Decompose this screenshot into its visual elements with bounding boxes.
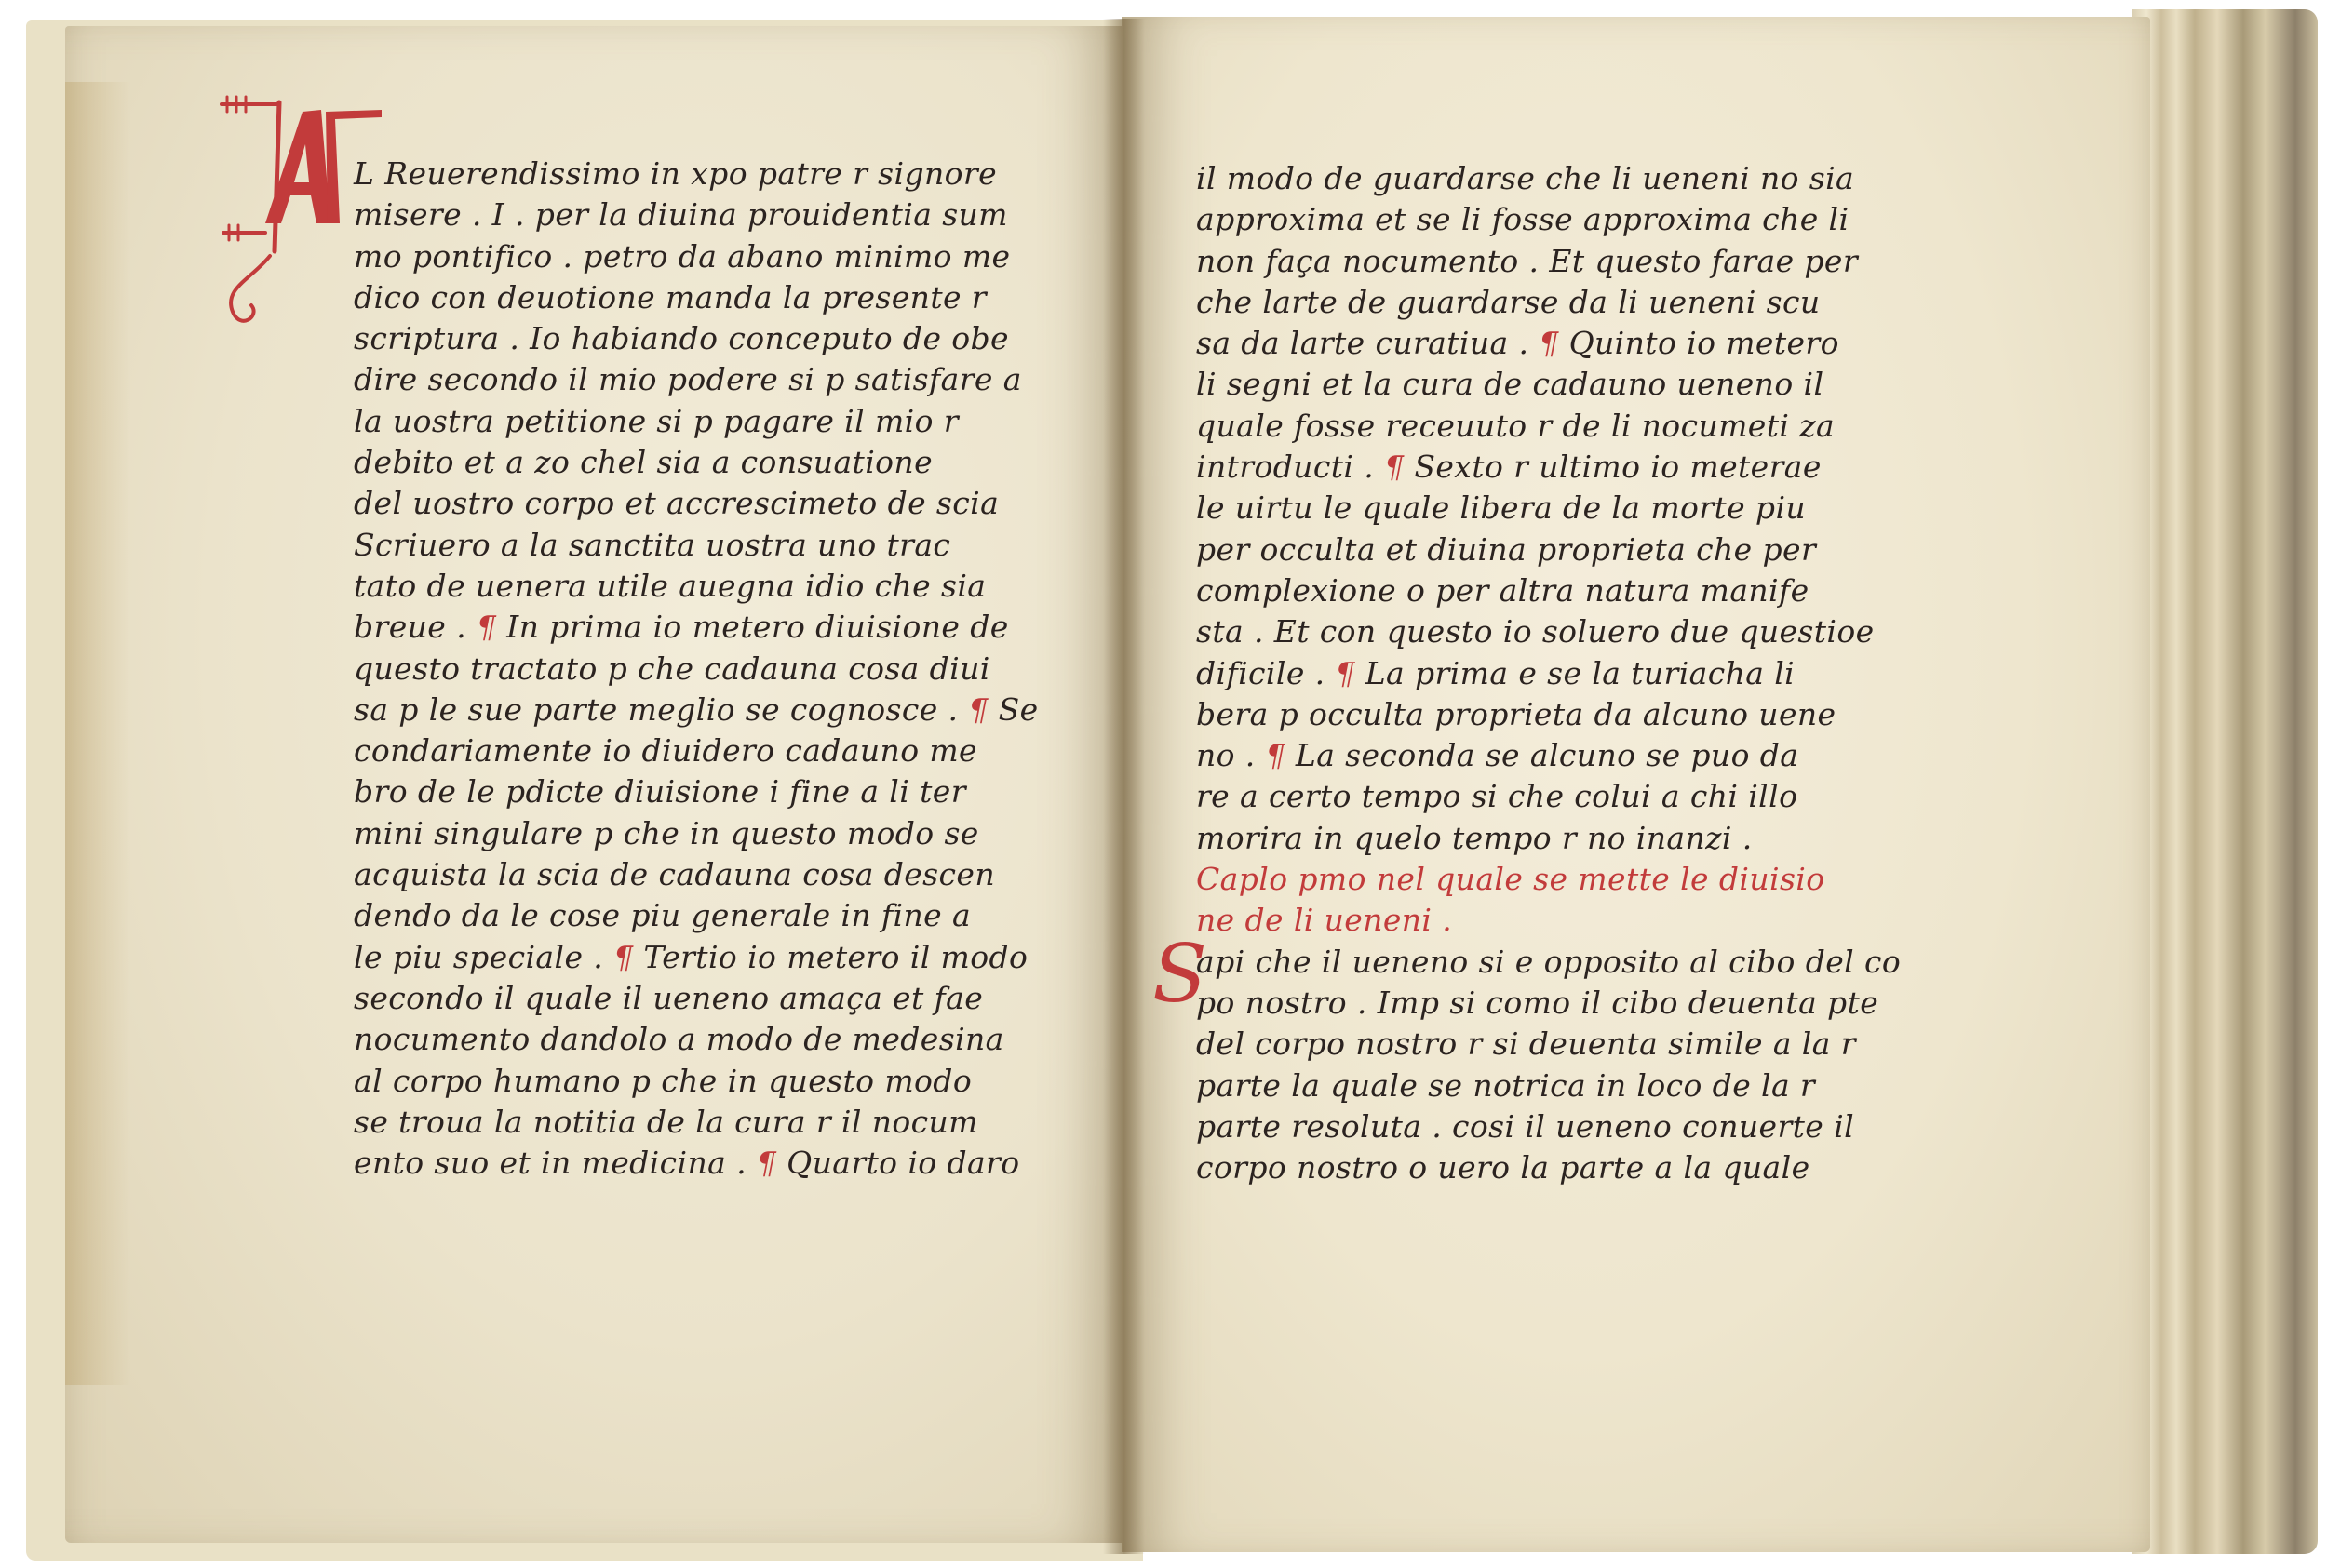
text-line: che larte de guardarse da li ueneni scu <box>1196 283 1821 320</box>
text-line: misere . I . per la diuina prouidentia sum <box>354 196 1008 234</box>
text-line: dendo da le cose piu generale in fine a <box>354 897 972 934</box>
text-line: ento suo et in medicina . ¶ Quarto io daro <box>354 1145 1020 1182</box>
text-line: se troua la notitia de la cura r il nocum <box>354 1103 978 1140</box>
text-line: sta . Et con questo io soluero due questioe <box>1196 613 1875 650</box>
text-line: dificile . ¶ La prima e se la turiacha li <box>1196 654 1796 691</box>
left-page-text <box>354 154 1080 1184</box>
text-line: parte la quale se notrica in loco de la r <box>1196 1066 1816 1104</box>
text-line: del uostro corpo et accrescimeto de scia <box>354 485 1000 522</box>
pilcrow-mark: ¶ <box>476 609 497 646</box>
text-line: questo tractato p che cadauna cosa diui <box>354 650 990 687</box>
text-line: Scriuero a la sanctita uostra uno trac <box>354 526 951 563</box>
text-line: le uirtu le quale libera de la morte piu <box>1196 489 1807 527</box>
text-line: sa p le sue parte meglio se cognosce . ¶ Se <box>354 690 1039 728</box>
text-line: introducti . ¶ Sexto r ultimo io meterae <box>1196 449 1822 486</box>
text-line: bera p occulta proprieta da alcuno uene <box>1196 695 1836 732</box>
text-line: acquista la scia de cadauna cosa descen <box>354 856 995 893</box>
pilcrow-mark: ¶ <box>968 690 989 728</box>
chapter-rubric: ne de li ueneni . <box>1196 902 1453 939</box>
text-line: debito et a zo chel sia a consuatione <box>354 444 933 481</box>
right-page-text <box>1196 158 1931 1188</box>
text-line: li segni et la cura de cadauno ueneno il <box>1196 366 1824 403</box>
text-line: la uostra petitione si p pagare il mio r <box>354 402 959 439</box>
text-line: L Reuerendissimo in xpo patre r signore <box>354 155 998 192</box>
text-line: approxima et se li fosse approxima che li <box>1196 201 1849 238</box>
text-line: mini singulare p che in questo modo se <box>354 814 979 851</box>
pilcrow-mark: ¶ <box>756 1145 777 1182</box>
text-line: del corpo nostro r si deuenta simile a la r <box>1196 1025 1856 1063</box>
text-line: po nostro . Imp si como il cibo deuenta pte <box>1196 984 1879 1021</box>
text-line: dico con deuotione manda la presente r <box>354 278 987 315</box>
text-line: bro de le pdicte diuisione i fine a li ter <box>354 773 966 811</box>
pilcrow-mark: ¶ <box>1335 654 1355 691</box>
text-line: sa da larte curatiua . ¶ Quinto io metero <box>1196 325 1839 362</box>
text-line: dire secondo il mio podere si p satisfare a <box>354 361 1022 398</box>
text-line: secondo il quale il ueneno amaça et fae <box>354 979 984 1016</box>
page-stain <box>65 82 130 1385</box>
text-line: non faça nocumento . Et questo farae per <box>1196 242 1859 279</box>
text-line: quale fosse receuuto r de li nocumeti za <box>1196 407 1836 444</box>
pilcrow-mark: ¶ <box>613 938 634 975</box>
text-line: mo pontifico . petro da abano minimo me <box>354 237 1011 275</box>
red-initial-s: S <box>1152 928 1207 1021</box>
text-line: al corpo humano p che in questo modo <box>354 1062 973 1099</box>
text-line: tato de uenera utile auegna idio che sia <box>354 567 987 604</box>
text-line: nocumento dandolo a modo de medesina <box>354 1021 1004 1058</box>
pilcrow-mark: ¶ <box>1539 325 1559 362</box>
text-line: corpo nostro o uero la parte a la quale <box>1196 1149 1810 1186</box>
gutter-shadow <box>1103 19 1145 1554</box>
text-line: il modo de guardarse che li ueneni no sia <box>1196 160 1855 196</box>
pilcrow-mark: ¶ <box>1265 737 1285 774</box>
text-line: api che il ueneno si e opposito al cibo del co <box>1196 943 1902 980</box>
text-line: scriptura . Io habiando conceputo de obe <box>354 320 1009 357</box>
page-edges <box>2132 9 2318 1554</box>
text-line: le piu speciale . ¶ Tertio io metero il modo <box>354 938 1029 975</box>
text-line: re a certo tempo si che colui a chi illo <box>1196 778 1798 815</box>
text-line: breue . ¶ In prima io metero diuisione de <box>354 609 1009 646</box>
text-line: condariamente io diuidero cadauno me <box>354 732 977 770</box>
chapter-rubric: Caplo pmo nel quale se mette le diuisio <box>1196 861 1825 898</box>
text-line: morira in quelo tempo r no inanzi . <box>1196 819 1753 856</box>
text-line: no . ¶ La seconda se alcuno se puo da <box>1196 737 1799 774</box>
text-line: parte resoluta . cosi il ueneno conuerte il <box>1196 1107 1855 1145</box>
pilcrow-mark: ¶ <box>1384 449 1405 486</box>
text-line: complexione o per altra natura manife <box>1196 571 1809 609</box>
text-line: per occulta et diuina proprieta che per <box>1196 530 1817 568</box>
